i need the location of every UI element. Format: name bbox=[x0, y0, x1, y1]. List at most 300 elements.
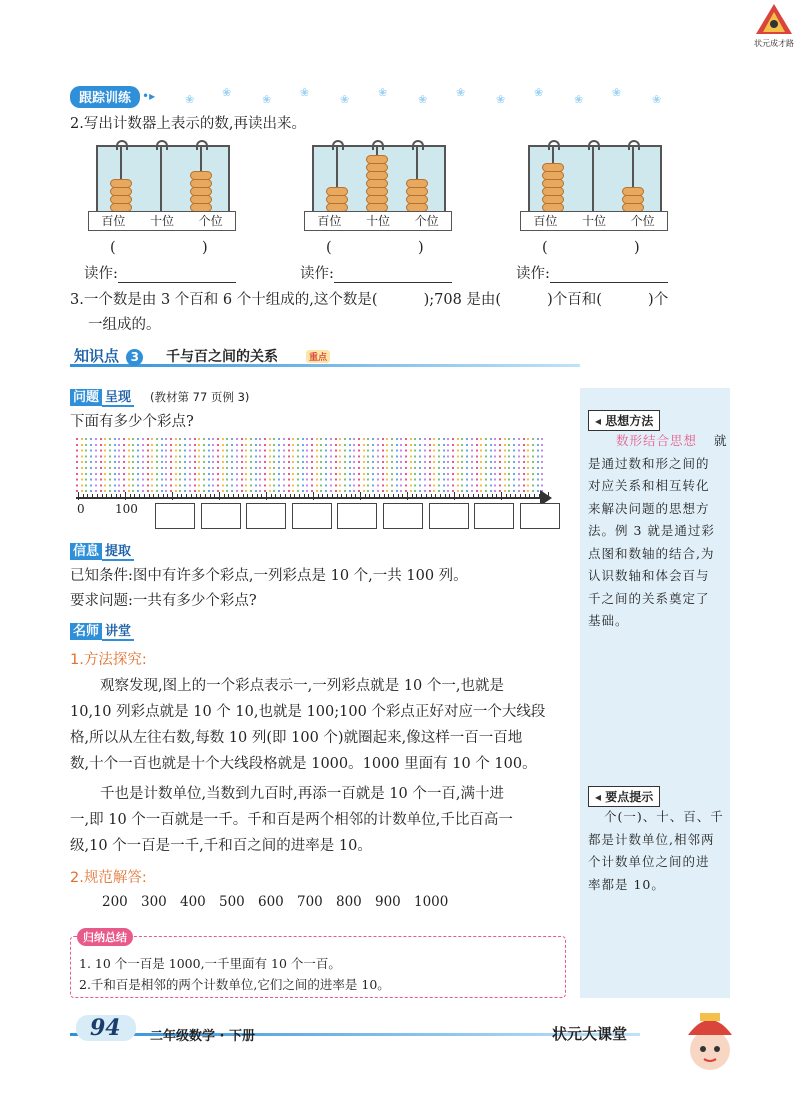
abacus-bead bbox=[622, 195, 644, 204]
dot-column bbox=[508, 438, 510, 496]
dot-column bbox=[100, 438, 102, 496]
minor-tick bbox=[111, 494, 112, 498]
method-line: 来解决问题的思想方 bbox=[588, 500, 710, 516]
abacus-bead bbox=[366, 163, 388, 172]
abacus-bead bbox=[542, 187, 564, 196]
info-known: 已知条件:图中有许多个彩点,一列彩点是 10 个,一共 100 列。 bbox=[70, 568, 468, 584]
dot-column bbox=[264, 438, 266, 496]
answer-value: 200 bbox=[102, 894, 128, 910]
axis-label-zero: 0 bbox=[77, 502, 85, 516]
dot-column bbox=[363, 438, 365, 496]
abacus-bead bbox=[542, 179, 564, 188]
dot-column bbox=[226, 438, 228, 496]
dot-column bbox=[175, 438, 177, 496]
method-line: 认识数轴和体会百与 bbox=[588, 568, 710, 583]
minor-tick bbox=[398, 494, 399, 498]
answer-box bbox=[474, 503, 514, 529]
dot-column bbox=[485, 438, 487, 496]
abacus-rod bbox=[592, 147, 594, 213]
paragraph-line: 格,所以从左往右数,每数 10 列(即 100 个)就圈起来,像这样一百一百地 bbox=[70, 730, 523, 746]
minor-tick bbox=[379, 494, 380, 498]
minor-tick bbox=[243, 494, 244, 498]
minor-tick bbox=[416, 494, 417, 498]
minor-tick bbox=[374, 494, 375, 498]
place-value-label: 百位 bbox=[533, 214, 558, 228]
dot-column bbox=[203, 438, 205, 496]
minor-tick bbox=[191, 494, 192, 498]
dot-column bbox=[231, 438, 233, 496]
minor-tick bbox=[534, 494, 535, 498]
place-value-labels bbox=[520, 211, 668, 231]
read-label: 读作: bbox=[516, 266, 550, 282]
dot-column bbox=[123, 438, 125, 496]
abacus-rod-cap bbox=[548, 140, 560, 150]
abacus-bead bbox=[110, 187, 132, 196]
tracking-badge: 跟踪训练 bbox=[70, 86, 140, 108]
read-write-line bbox=[118, 281, 236, 283]
abacus-bead bbox=[190, 179, 212, 188]
place-value-label: 百位 bbox=[101, 214, 126, 228]
dot-column bbox=[438, 438, 440, 496]
abacus-rod bbox=[160, 147, 162, 213]
logo-triangle-icon bbox=[752, 2, 796, 36]
answer-value: 600 bbox=[258, 894, 284, 910]
dot-column bbox=[184, 438, 186, 496]
abacus-bead bbox=[366, 179, 388, 188]
place-value-labels bbox=[304, 211, 452, 231]
question-2: 2.写出计数器上表示的数,再读出来。 bbox=[70, 116, 306, 132]
dot-column bbox=[382, 438, 384, 496]
problem-tag-b: 呈现 bbox=[102, 390, 134, 407]
abacus-bead bbox=[326, 195, 348, 204]
abacus-bead bbox=[190, 171, 212, 180]
abacus-bead bbox=[326, 187, 348, 196]
dot-column bbox=[104, 438, 106, 496]
publisher-logo bbox=[752, 2, 796, 48]
abacus-bead bbox=[110, 179, 132, 188]
dot-column bbox=[250, 438, 252, 496]
knowledge-tag: 重点 bbox=[306, 350, 330, 363]
minor-tick bbox=[139, 494, 140, 498]
answer-box bbox=[337, 503, 377, 529]
minor-tick bbox=[261, 494, 262, 498]
minor-tick bbox=[200, 494, 201, 498]
tips-line: 个(一)、十、百、千 bbox=[604, 809, 724, 824]
answer-heading: 2.规范解答: bbox=[70, 870, 147, 886]
abacus-bead bbox=[366, 171, 388, 180]
minor-tick bbox=[181, 494, 182, 498]
abacus-rod-cap bbox=[588, 140, 600, 150]
dot-column bbox=[189, 438, 191, 496]
minor-tick bbox=[402, 494, 403, 498]
question-3-line1: 3.一个数是由 3 个百和 6 个十组成的,这个数是( );708 是由( )个百和( )个 bbox=[70, 292, 669, 308]
knowledge-number: 3 bbox=[126, 349, 143, 366]
teacher-tag-b: 讲堂 bbox=[102, 624, 134, 641]
dot-column bbox=[212, 438, 214, 496]
minor-tick bbox=[83, 494, 84, 498]
major-tick bbox=[407, 492, 408, 500]
minor-tick bbox=[355, 494, 356, 498]
minor-tick bbox=[294, 494, 295, 498]
knowledge-header-stripe bbox=[70, 364, 580, 367]
dot-column bbox=[330, 438, 332, 496]
dot-column bbox=[245, 438, 247, 496]
summary-line-1: 1. 10 个一百是 1000,一千里面有 10 个一百。 bbox=[79, 956, 341, 971]
minor-tick bbox=[431, 494, 432, 498]
dot-column bbox=[372, 438, 374, 496]
abacus-bead bbox=[110, 195, 132, 204]
answer-paren-open: ( bbox=[326, 240, 332, 256]
dot-column bbox=[142, 438, 144, 496]
dot-column bbox=[518, 438, 520, 496]
dot-column bbox=[194, 438, 196, 496]
minor-tick bbox=[102, 494, 103, 498]
dot-column bbox=[433, 438, 435, 496]
major-tick bbox=[313, 492, 314, 500]
method-highlight: 数形结合思想 bbox=[616, 433, 698, 448]
logo-text: 状元成才路 bbox=[754, 39, 794, 48]
dot-column bbox=[156, 438, 158, 496]
dot-column bbox=[118, 438, 120, 496]
paragraph-line: 千也是计数单位,当数到九百时,再添一百就是 10 个一百,满十进 bbox=[100, 786, 504, 802]
minor-tick bbox=[134, 494, 135, 498]
method-line: 是通过数和形之间的 bbox=[588, 455, 710, 471]
abacus-rod-cap bbox=[156, 140, 168, 150]
question-3-line2: 一组成的。 bbox=[88, 317, 161, 333]
minor-tick bbox=[365, 494, 366, 498]
method-label-text: 思想方法 bbox=[605, 414, 654, 428]
problem-ref: (教材第 77 页例 3) bbox=[150, 390, 250, 404]
dot-column bbox=[273, 438, 275, 496]
axis-label-hundred: 100 bbox=[115, 502, 138, 516]
answer-paren-close: ) bbox=[634, 240, 640, 256]
minor-tick bbox=[515, 494, 516, 498]
minor-tick bbox=[186, 494, 187, 498]
minor-tick bbox=[167, 494, 168, 498]
method-line: 千之间的关系奠定了 bbox=[588, 590, 710, 606]
dot-column bbox=[494, 438, 496, 496]
minor-tick bbox=[473, 494, 474, 498]
tips-label bbox=[588, 786, 660, 807]
minor-tick bbox=[388, 494, 389, 498]
method-label-arrow-icon: ◂ bbox=[595, 414, 602, 428]
dot-column bbox=[236, 438, 238, 496]
method-line: 就 bbox=[714, 433, 728, 448]
dot-column bbox=[396, 438, 398, 496]
dot-column bbox=[527, 438, 529, 496]
dot-column bbox=[316, 438, 318, 496]
place-value-label: 十位 bbox=[150, 214, 175, 228]
answer-box bbox=[292, 503, 332, 529]
dot-column bbox=[306, 438, 308, 496]
dot-column bbox=[443, 438, 445, 496]
answer-box bbox=[246, 503, 286, 529]
dot-column bbox=[386, 438, 388, 496]
knowledge-label bbox=[74, 345, 143, 366]
answer-value: 800 bbox=[336, 894, 362, 910]
minor-tick bbox=[440, 494, 441, 498]
dot-column bbox=[208, 438, 210, 496]
minor-tick bbox=[421, 494, 422, 498]
dot-column bbox=[391, 438, 393, 496]
minor-tick bbox=[290, 494, 291, 498]
dot-column bbox=[165, 438, 167, 496]
info-tag-b: 提取 bbox=[102, 544, 134, 561]
answer-value: 1000 bbox=[414, 894, 449, 910]
abacus-bead bbox=[190, 195, 212, 204]
minor-tick bbox=[449, 494, 450, 498]
teacher-tag bbox=[70, 620, 134, 639]
abacus-rod-cap bbox=[372, 140, 384, 150]
major-tick bbox=[454, 492, 455, 500]
dot-column bbox=[466, 438, 468, 496]
minor-tick bbox=[487, 494, 488, 498]
dot-column bbox=[504, 438, 506, 496]
info-tag-a: 信息 bbox=[70, 543, 102, 560]
minor-tick bbox=[463, 494, 464, 498]
answer-paren-close: ) bbox=[418, 240, 424, 256]
place-value-label: 百位 bbox=[317, 214, 342, 228]
abacus-bead bbox=[542, 195, 564, 204]
badge-arrow-icon: •▸ bbox=[142, 89, 156, 103]
dot-column bbox=[288, 438, 290, 496]
tips-label-arrow-icon: ◂ bbox=[595, 790, 602, 804]
dot-column bbox=[461, 438, 463, 496]
minor-tick bbox=[285, 494, 286, 498]
minor-tick bbox=[318, 494, 319, 498]
paragraph-line: 10,10 列彩点就是 10 个 10,也就是 100;100 个彩点正好对应一个大线段 bbox=[70, 704, 546, 720]
dot-column bbox=[320, 438, 322, 496]
minor-tick bbox=[92, 494, 93, 498]
minor-tick bbox=[130, 494, 131, 498]
read-label: 读作: bbox=[300, 266, 334, 282]
answer-paren-open: ( bbox=[110, 240, 116, 256]
answer-value: 700 bbox=[297, 894, 323, 910]
read-write-line bbox=[334, 281, 452, 283]
minor-tick bbox=[482, 494, 483, 498]
dot-column bbox=[81, 438, 83, 496]
dot-column bbox=[490, 438, 492, 496]
footer-book: 二年级数学 · 下册 bbox=[150, 1029, 255, 1044]
footer-brand: 状元大课堂 bbox=[552, 1025, 628, 1043]
minor-tick bbox=[153, 494, 154, 498]
minor-tick bbox=[228, 494, 229, 498]
dot-column bbox=[400, 438, 402, 496]
minor-tick bbox=[214, 494, 215, 498]
minor-tick bbox=[369, 494, 370, 498]
dot-column bbox=[410, 438, 412, 496]
minor-tick bbox=[144, 494, 145, 498]
minor-tick bbox=[116, 494, 117, 498]
minor-tick bbox=[106, 494, 107, 498]
answer-value: 900 bbox=[375, 894, 401, 910]
dot-column bbox=[128, 438, 130, 496]
dot-column bbox=[179, 438, 181, 496]
summary-box bbox=[70, 931, 566, 998]
dot-column bbox=[447, 438, 449, 496]
dot-column bbox=[419, 438, 421, 496]
minor-tick bbox=[275, 494, 276, 498]
abacus-bead bbox=[366, 187, 388, 196]
dot-column bbox=[499, 438, 501, 496]
dot-column bbox=[344, 438, 346, 496]
dot-column bbox=[325, 438, 327, 496]
answer-box bbox=[383, 503, 423, 529]
abacus-bead bbox=[190, 187, 212, 196]
dot-column bbox=[523, 438, 525, 496]
minor-tick bbox=[177, 494, 178, 498]
dot-column bbox=[532, 438, 534, 496]
minor-tick bbox=[252, 494, 253, 498]
dot-column bbox=[424, 438, 426, 496]
dot-column bbox=[259, 438, 261, 496]
method-label bbox=[588, 410, 660, 431]
method-line: 点图和数轴的结合,为 bbox=[588, 545, 715, 561]
paragraph-line: 级,10 个一百是一千,千和百之间的进率是 10。 bbox=[70, 838, 372, 854]
dot-column bbox=[335, 438, 337, 496]
answer-box bbox=[520, 503, 560, 529]
minor-tick bbox=[87, 494, 88, 498]
answer-value: 300 bbox=[141, 894, 167, 910]
dot-column bbox=[414, 438, 416, 496]
dot-chart bbox=[76, 438, 546, 498]
dot-column bbox=[147, 438, 149, 496]
dot-column bbox=[151, 438, 153, 496]
minor-tick bbox=[520, 494, 521, 498]
dot-column bbox=[353, 438, 355, 496]
dot-column bbox=[137, 438, 139, 496]
major-tick bbox=[548, 492, 549, 500]
method-line: 对应关系和相互转化 bbox=[588, 478, 710, 493]
major-tick bbox=[266, 492, 267, 500]
minor-tick bbox=[205, 494, 206, 498]
read-label: 读作: bbox=[84, 266, 118, 282]
minor-tick bbox=[332, 494, 333, 498]
minor-tick bbox=[529, 494, 530, 498]
minor-tick bbox=[412, 494, 413, 498]
dot-column bbox=[377, 438, 379, 496]
page-number: 94 bbox=[90, 1015, 121, 1041]
place-value-label: 十位 bbox=[366, 214, 391, 228]
minor-tick bbox=[478, 494, 479, 498]
dot-column bbox=[452, 438, 454, 496]
tips-line: 率都是 10。 bbox=[588, 876, 665, 892]
abacus-bead bbox=[406, 195, 428, 204]
minor-tick bbox=[492, 494, 493, 498]
problem-tag-a: 问题 bbox=[70, 389, 102, 406]
abacus-rod-cap bbox=[116, 140, 128, 150]
dot-column bbox=[302, 438, 304, 496]
summary-line-2: 2.千和百是相邻的两个计数单位,它们之间的进率是 10。 bbox=[79, 977, 390, 992]
place-value-label: 十位 bbox=[582, 214, 607, 228]
minor-tick bbox=[346, 494, 347, 498]
minor-tick bbox=[163, 494, 164, 498]
minor-tick bbox=[308, 494, 309, 498]
info-tag bbox=[70, 540, 134, 559]
minor-tick bbox=[257, 494, 258, 498]
major-tick bbox=[78, 492, 79, 500]
dot-column bbox=[222, 438, 224, 496]
minor-tick bbox=[299, 494, 300, 498]
knowledge-header bbox=[70, 344, 580, 370]
problem-tag bbox=[70, 386, 134, 405]
dot-column bbox=[198, 438, 200, 496]
method-line: 基础。 bbox=[588, 613, 629, 628]
dot-column bbox=[278, 438, 280, 496]
major-tick bbox=[125, 492, 126, 500]
dot-column bbox=[429, 438, 431, 496]
dot-column bbox=[367, 438, 369, 496]
abacus-bead bbox=[366, 195, 388, 204]
answer-box bbox=[155, 503, 195, 529]
major-tick bbox=[172, 492, 173, 500]
dot-column bbox=[269, 438, 271, 496]
dot-column bbox=[339, 438, 341, 496]
dot-column bbox=[114, 438, 116, 496]
dot-column bbox=[471, 438, 473, 496]
abacus-bead bbox=[542, 163, 564, 172]
answer-paren-open: ( bbox=[542, 240, 548, 256]
answer-value: 500 bbox=[219, 894, 245, 910]
minor-tick bbox=[196, 494, 197, 498]
dot-column bbox=[283, 438, 285, 496]
dot-column bbox=[358, 438, 360, 496]
minor-tick bbox=[304, 494, 305, 498]
minor-tick bbox=[351, 494, 352, 498]
dot-column bbox=[311, 438, 313, 496]
minor-tick bbox=[525, 494, 526, 498]
place-value-label: 个位 bbox=[414, 214, 439, 228]
major-tick bbox=[360, 492, 361, 500]
minor-tick bbox=[210, 494, 211, 498]
place-value-labels bbox=[88, 211, 236, 231]
mascot-icon bbox=[680, 1005, 740, 1075]
minor-tick bbox=[341, 494, 342, 498]
dot-column bbox=[349, 438, 351, 496]
paragraph-line: 观察发现,图上的一个彩点表示一,一列彩点就是 10 个一,也就是 bbox=[100, 678, 504, 694]
minor-tick bbox=[238, 494, 239, 498]
dot-column bbox=[292, 438, 294, 496]
minor-tick bbox=[280, 494, 281, 498]
answer-box bbox=[429, 503, 469, 529]
minor-tick bbox=[271, 494, 272, 498]
minor-tick bbox=[393, 494, 394, 498]
knowledge-title: 千与百之间的关系 bbox=[166, 349, 278, 365]
place-value-label: 个位 bbox=[198, 214, 223, 228]
dot-column bbox=[161, 438, 163, 496]
major-tick bbox=[501, 492, 502, 500]
abacus-bead bbox=[406, 179, 428, 188]
minor-tick bbox=[149, 494, 150, 498]
abacus-bead bbox=[366, 155, 388, 164]
tips-label-text: 要点提示 bbox=[605, 790, 654, 804]
dot-column bbox=[76, 438, 78, 496]
method-line: 法。例 3 就是通过彩 bbox=[588, 523, 715, 538]
answer-box bbox=[201, 503, 241, 529]
minor-tick bbox=[158, 494, 159, 498]
minor-tick bbox=[97, 494, 98, 498]
minor-tick bbox=[435, 494, 436, 498]
paragraph-line: 数,十个一百也就是十个大线段格就是 1000。1000 里面有 10 个 100。 bbox=[70, 756, 537, 772]
abacus-bead bbox=[622, 187, 644, 196]
minor-tick bbox=[120, 494, 121, 498]
dot-column bbox=[241, 438, 243, 496]
problem-question: 下面有多少个彩点? bbox=[70, 414, 194, 430]
dot-column bbox=[457, 438, 459, 496]
read-write-line bbox=[550, 281, 668, 283]
abacus-bead bbox=[406, 187, 428, 196]
minor-tick bbox=[468, 494, 469, 498]
